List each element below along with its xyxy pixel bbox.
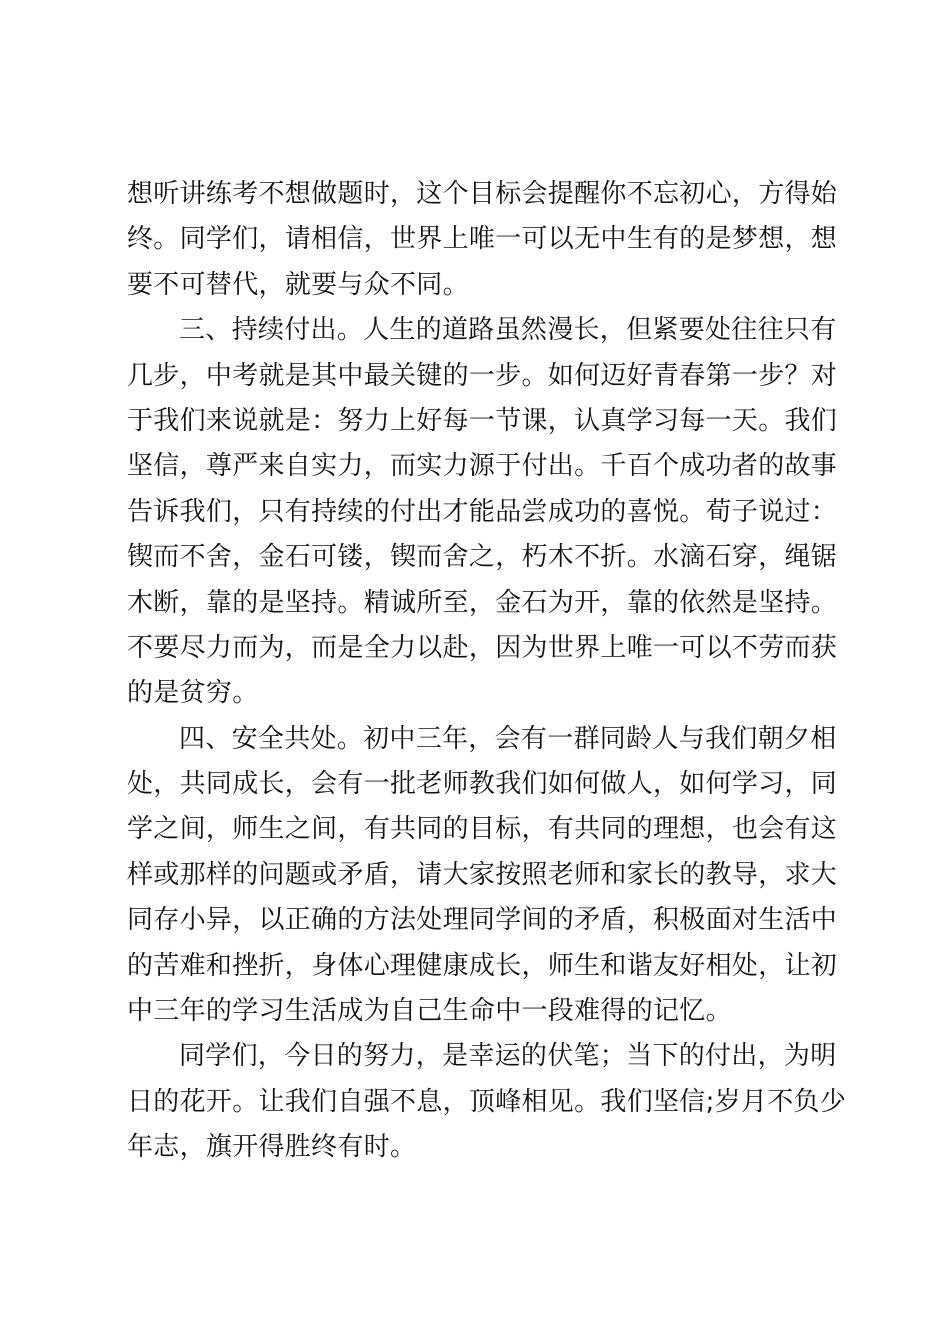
text-line: 年志，旗开得胜终有时。 [127,1132,417,1163]
text-line: 学之间，师生之间，有共同的目标，有共同的理想，也会有这 [127,814,838,845]
text-line: 样或那样的问题或矛盾，请大家按照老师和家长的教导，求大 [127,859,838,890]
paragraph-start-line: 四、安全共处。初中三年，会有一群同龄人与我们朝夕相 [179,723,837,754]
text-line: 告诉我们，只有持续的付出才能品尝成功的喜悦。荀子说过： [127,496,838,527]
text-line: 的苦难和挫折，身体心理健康成长，师生和谐友好相处，让初 [127,950,838,981]
paragraph-start-line: 三、持续付出。人生的道路虽然漫长，但紧要处往往只有 [179,315,837,346]
text-line: 要不可替代，就要与众不同。 [127,269,469,300]
text-line: 锲而不舍，金石可镂，锲而舍之，朽木不折。水滴石穿，绳锯 [127,542,838,573]
text-line: 终。同学们，请相信，世界上唯一可以无中生有的是梦想，想 [127,224,838,255]
text-line: 处，共同成长，会有一批老师教我们如何做人，如何学习，同 [127,769,838,800]
paragraph-start-line: 同学们，今日的努力，是幸运的伏笔；当下的付出，为明 [179,1041,837,1072]
text-line: 木断，靠的是坚持。精诚所至，金石为开，靠的依然是坚持。 [127,587,838,618]
text-line: 想听讲练考不想做题时，这个目标会提醒你不忘初心，方得始 [127,179,838,209]
text-line: 的是贫穷。 [127,678,259,709]
text-line: 不要尽力而为，而是全力以赴，因为世界上唯一可以不劳而获 [127,632,838,663]
text-line: 同存小异，以正确的方法处理同学间的矛盾，积极面对生活中 [127,905,838,936]
text-line: 坚信，尊严来自实力，而实力源于付出。千百个成功者的故事 [127,451,838,482]
text-line: 几步，中考就是其中最关键的一步。如何迈好青春第一步？对 [127,360,838,391]
text-line: 于我们来说就是：努力上好每一节课，认真学习每一天。我们 [127,405,838,436]
document-body [127,172,847,1171]
text-line: 日的花开。让我们自强不息，顶峰相见。我们坚信;岁月不负少 [127,1086,847,1117]
text-line: 中三年的学习生活成为自己生命中一段难得的记忆。 [127,996,732,1027]
